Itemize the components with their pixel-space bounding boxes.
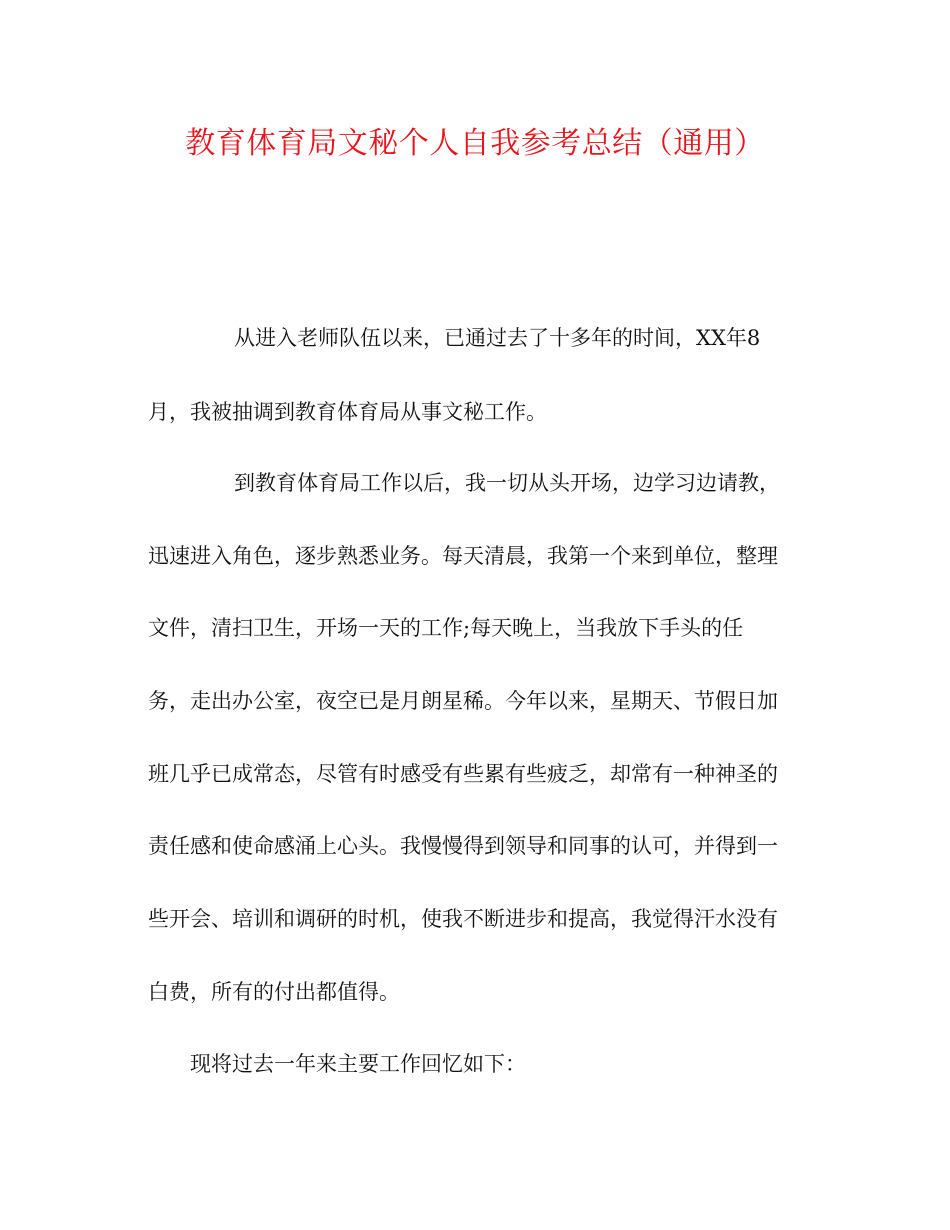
- body-line: 白费，所有的付出都值得。: [148, 980, 400, 1004]
- body-line: 务，走出办公室，夜空已是月朗星稀。今年以来，星期天、节假日加: [148, 689, 778, 713]
- body-line: 从进入老师队伍以来，已通过去了十多年的时间，XX年8: [234, 326, 761, 350]
- body-line: 些开会、培训和调研的时机，使我不断进步和提高，我觉得汗水没有: [148, 907, 778, 931]
- document-title: 教育体育局文秘个人自我参考总结（通用）: [185, 126, 765, 161]
- body-line: 责任感和使命感涌上心头。我慢慢得到领导和同事的认可，并得到一: [148, 834, 778, 858]
- body-line: 月，我被抽调到教育体育局从事文秘工作。: [148, 400, 547, 424]
- body-line: 现将过去一年来主要工作回忆如下：: [190, 1052, 526, 1076]
- body-line: 迅速进入角色，逐步熟悉业务。每天清晨，我第一个来到单位，整理: [148, 544, 778, 568]
- body-line: 班几乎已成常态，尽管有时感受有些累有些疲乏，却常有一种神圣的: [148, 762, 778, 786]
- body-line: 到教育体育局工作以后，我一切从头开场，边学习边请教，: [234, 471, 780, 495]
- body-line: 文件，清扫卫生，开场一天的工作;每天晚上，当我放下手头的任: [148, 616, 744, 640]
